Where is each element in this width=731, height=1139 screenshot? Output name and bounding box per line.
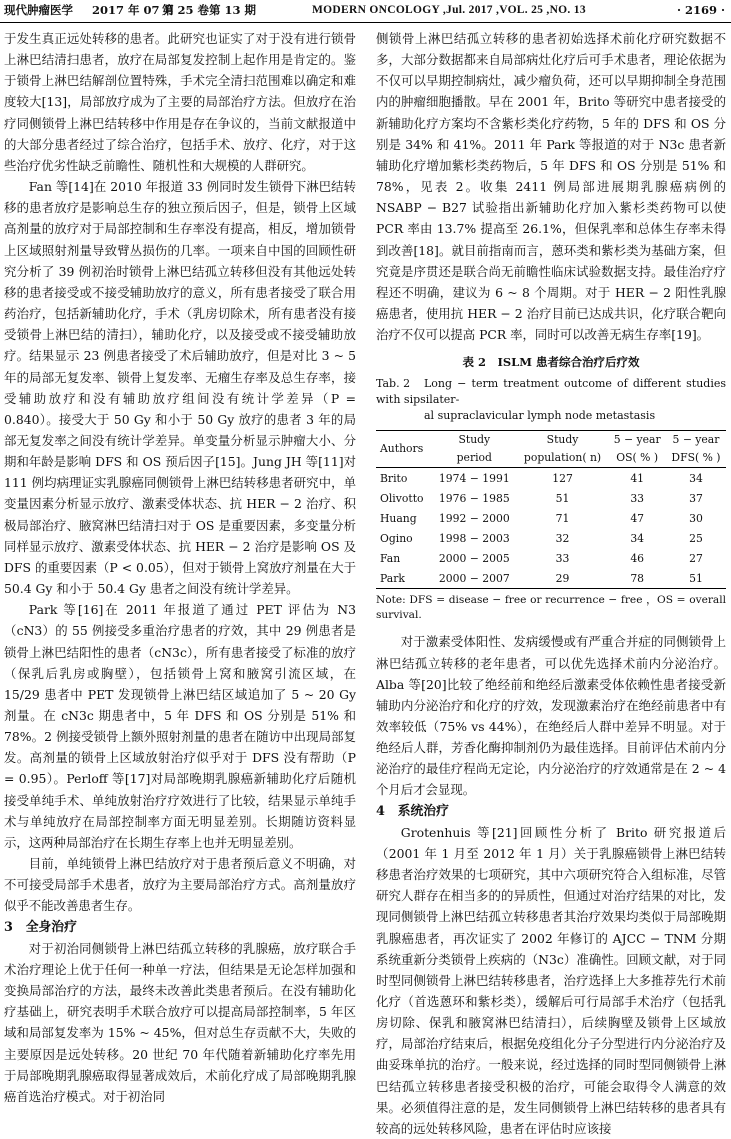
cell-author: Brito [380, 471, 408, 485]
table-note: Note: DFS = disease − free or recurrence − free ，OS = overall survival. [376, 594, 726, 622]
cell-population: 29 [517, 568, 609, 589]
header-dfs-1: 5 − year [666, 431, 726, 450]
cell-author: Fan [380, 551, 401, 565]
cell-os: 47 [630, 511, 645, 525]
cell-author: Huang [380, 511, 417, 525]
table-row [376, 528, 726, 548]
issue-date-cn: 2017 年 07 月 [92, 3, 176, 17]
volume-cn: 第 25 卷第 13 期 [162, 3, 257, 17]
paragraph: 侧锁骨上淋巴结孤立转移的患者初始选择术前化疗研究数据不多，大部分数据都来自局部病灶化疗后可手术患者，理论依据为不仅可以早期控制病灶，减少瘤负荷，还可以早期抑制全身范围内的肿瘤细胞播散。早在 2001 年，Brito 等研究中患者接受的新辅助化疗方案均不含紫杉类化疗药物，5 年的 DFS 和 OS 分别是 34% 和 41%。2011 年 Park 等报道的对于 N3c 患者新辅助化疗增加紫杉类药物后，5 年 DFS 和 OS 分别是 51% 和 78%，见表 2。收集 2411 例局部进展期乳腺癌病例的 NSABP − B27 试验指出新辅助化疗加入紫杉类药物可以使 PCR 率由 13.7% 提高至 26.1%，但保乳率和总体生存率未得到改善[18]。就目前指南而言，蒽环类和紫杉类为基础方案，但究竟是序贯还是联合尚无前瞻性临床试验数据支持。最佳治疗疗程还不明确，建议为 6 ~ 8 个周期。对于 HER − 2 阳性乳腺癌患者，使用抗 HER − 2 治疗目前已达成共识，化疗联合靶向治疗不仅可以提高 PCR 率，同时可以改善无病生存率[19]。 [376, 31, 726, 343]
paragraph: 对于激素受体阳性、发病缓慢或有严重合并症的同侧锁骨上淋巴结孤立转移的老年患者，可以优先选择术前内分泌治疗。Alba 等[20]比较了绝经前和绝经后激素受体依赖性患者接受新辅助内分泌治疗和化疗的疗效，发现激素治疗在绝经前患者中有效率较低（75% vs 44%），在绝经后人群中差异不明显。对于绝经后人群，芳香化酶抑制剂仍为最佳选择。目前评估术前内分泌治疗的最佳疗程尚无定论，内分泌治疗的疗效通常是在 2 ~ 4 个月后才会显现。 [376, 634, 726, 798]
section-title: 系统治疗 [397, 803, 449, 819]
cell-population: 33 [555, 551, 570, 565]
header-period-2: period [432, 449, 517, 468]
right-column [376, 28, 726, 1139]
cell-author: Ogino [380, 531, 413, 545]
cell-dfs: 30 [689, 511, 703, 525]
header-dfs-2: DFS( % ) [666, 449, 726, 468]
cell-period: 2000 − 2005 [438, 551, 510, 565]
journal-name-en: MODERN ONCOLOGY ,Jul. 2017 ,VOL. 25 ,NO. 13 [312, 4, 586, 16]
cell-period: 1974 − 1991 [438, 471, 510, 485]
cell-period: 2000 − 2007 [432, 568, 517, 589]
header-os-1: 5 − year [608, 431, 666, 450]
cell-dfs: 51 [666, 568, 726, 589]
left-column [4, 28, 356, 1107]
header-pop-2: population( n) [517, 449, 609, 468]
cell-os: 46 [630, 551, 645, 565]
table-label-en: Tab. 2 [376, 377, 411, 391]
paragraph: 对于初治同侧锁骨上淋巴结孤立转移的乳腺癌，放疗联合手术治疗理论上优于任何一种单一疗法，但结果是无论怎样加强和变换局部治疗的方法，最终未改善此类患者预后。在没有辅助化疗基础上，研究表明手术联合放疗可以提高局部控制率，5 年区域和局部复发率为 15% ~ 45%，但对总生存贡献不大，失败的主要原因是远处转移。20 世纪 70 年代随着新辅助化疗率先用于局部晚期乳腺癌取得显著成效后，术前化疗成了局部晚期乳腺癌首选治疗模式。对于初治同 [4, 940, 356, 1104]
table-title-cn: 表 2 ISLM 患者综合治疗后疗效 [462, 355, 640, 370]
table-2 [376, 355, 726, 623]
table-title-en-line1: Long − term treatment outcome of different studies with sipsilater- [376, 377, 726, 407]
table-title-en-line2: al supraclavicular lymph node metastasis [424, 409, 656, 423]
cell-dfs: 27 [689, 551, 703, 565]
cell-period: 1976 − 1985 [438, 491, 510, 505]
section-number: 3 [4, 919, 13, 935]
section-heading-4 [376, 801, 726, 822]
section-title: 全身治疗 [25, 919, 77, 935]
table-row [376, 568, 726, 589]
cell-population: 32 [555, 531, 570, 545]
paragraph: 于发生真正远处转移的患者。此研究也证实了对于没有进行锁骨上淋巴结清扫患者，放疗在局部复发控制上起作用是肯定的。鉴于锁骨上淋巴结解剖位置特殊，手术完全清扫范围难以确定和难度较大[13]，局部放疗成为了主要的局部治疗方法。但放疗在治疗同侧锁骨上淋巴结转移中作用是存在争议的，当前文献报道中的大部分患者经过了综合治疗，包括手术、放疗、化疗，对于这些治疗优劣性缺乏前瞻性、随机性和大规模的人群研究。 [4, 31, 356, 173]
cell-os: 33 [630, 491, 645, 505]
cell-population: 71 [555, 511, 570, 525]
header-os-2: OS( % ) [608, 449, 666, 468]
paragraph: Grotenhuis 等[21]回顾性分析了 Brito 研究报道后（2001 年 1 月至 2012 年 1 月）关于乳腺癌锁骨上淋巴结转移患者治疗效果的七项研究，其中六项研究符合入组标准，尽管研究人群存在相当多的的异质性，但通过对治疗结果的对比，发现同侧锁骨上淋巴结孤立转移患者其治疗效果均类似于局部晚期乳腺癌患者，再次证实了 2002 年修订的 AJCC − TNM 分期系统重新分类锁骨上疾病的（N3c）准确性。回顾文献，对于同时型同侧锁骨上淋巴结转移患者，治疗选择上大多推荐先行术前化疗（首选蒽环和紫杉类），缓解后可行局部手术治疗（包括乳房切除、保乳和腋窝淋巴结清扫），后续胸壁及锁骨上区域放疗，局部治疗结束后，根据免疫组化分子分型进行内分泌治疗及曲妥珠单抗的治疗。一般来说，经过选择的同时型同侧锁骨上淋巴结孤立转移患者接受积极的治疗，可能会取得令人满意的效果。必须值得注意的是，发生同侧锁骨上淋巴结转移的患者具有较高的远处转移风险，患者在评估时应该接 [376, 824, 726, 1136]
running-header [0, 0, 731, 23]
cell-os: 34 [630, 531, 645, 545]
table-row [376, 468, 726, 489]
cell-author: Olivotto [380, 491, 424, 505]
paragraph: 目前，单纯锁骨上淋巴结放疗对于患者预后意义不明确，对不可接受局部手术患者，放疗为主要局部治疗方式。高剂量放疗似乎不能改善患者生存。 [4, 856, 356, 914]
cell-period: 1998 − 2003 [438, 531, 510, 545]
cell-os: 78 [608, 568, 666, 589]
paragraph: Park 等[16]在 2011 年报道了通过 PET 评估为 N3（cN3）的 55 例接受多重治疗患者的疗效，其中 29 例患者是锁骨上淋巴结阳性的患者（cN3c），所有患者接受了标准的放疗（保乳后乳房或胸壁），包括锁骨上窝和腋窝引流区域，在 15/29 患者中 PET 发现锁骨上淋巴结区域追加了 5 ~ 20 Gy 剂量。在 cN3c 期患者中，5 年 DFS 和 OS 分别是 51% 和 78%。2 例接受锁骨上额外照射剂量的患者在随访中出现局部复发。高剂量的锁骨上区域放射治疗似乎对于 DFS 没有帮助（P = 0.95）。Perloff 等[17]对局部晚期乳腺癌新辅助化疗后随机接受单纯手术、单纯放射治疗疗效进行了比较，结果显示单纯手术与单纯放疗在局部控制率方面无明显差别。长期随访资料显示，这两种局部治疗在长期生存率上也并无明显差别。 [4, 602, 356, 850]
cell-population: 51 [555, 491, 570, 505]
journal-name-cn: 现代肿瘤医学 [4, 3, 73, 17]
cell-dfs: 34 [689, 471, 703, 485]
header-period-1: Study [432, 431, 517, 450]
section-number: 4 [376, 803, 385, 819]
section-heading-3 [4, 917, 356, 938]
header-authors: Authors [376, 431, 432, 468]
cell-dfs: 37 [689, 491, 703, 505]
cell-os: 41 [630, 471, 645, 485]
table-row [376, 488, 726, 508]
table-row [376, 548, 726, 568]
cell-period: 1992 − 2000 [438, 511, 510, 525]
header-pop-1: Study [517, 431, 609, 450]
cell-dfs: 25 [689, 531, 703, 545]
table-row [376, 508, 726, 528]
results-table [376, 430, 726, 589]
cell-population: 127 [552, 471, 573, 485]
page-number: · 2169 · [676, 3, 725, 17]
cell-author: Park [376, 568, 432, 589]
table-title-en [376, 376, 726, 424]
paragraph: Fan 等[14]在 2010 年报道 33 例同时发生锁骨下淋巴结转移的患者放疗是影响总生存的独立预后因子，但是，锁骨上区域高剂量的放疗对于局部控制和生存率没有提高，相反，增加锁骨上区域照射剂量导致臂丛损伤的几率。一项来自中国的回顾性研究分析了 39 例初治时锁骨上淋巴结孤立转移但没有其他远处转移的患者接受或不接受辅助放疗的意义，所有患者接受了联合用药治疗，包括新辅助化疗，手术（乳房切除术，所有患者没有接受锁骨上淋巴结的清扫），辅助化疗，以及接受或不接受辅助放疗。结果显示 23 例患者接受了术后辅助放疗，但是对比 3 ~ 5 年的局部无复发率、锁骨上复发率、无瘤生存率及总生存率，接受辅助放疗和没有辅助放疗组间没有统计学差异（P = 0.840）。接受大于 50 Gy 和小于 50 Gy 放疗的患者 3 年的局部无复发率之间没有统计学差异。单变量分析显示肿瘤大小、分期和年龄是影响 DFS 和 OS 预后因子[15]。Jung JH 等[11]对 111 例均病理证实乳腺癌同侧锁骨上淋巴结转移患者研究中，单变量因素分析显示放疗、激素受体状态、抗 HER − 2 治疗、积极局部治疗、腋窝淋巴结清扫对于 OS 是重要因素，多变量分析同样显示放疗、激素受体状态、抗 HER − 2 治疗是影响 OS 及 DFS 的重要因素（P < 0.05），但对于锁骨上窝放疗剂量在大于 50.4 Gy 和小于 50.4 Gy 患者之间没有统计学差异。 [4, 179, 356, 597]
